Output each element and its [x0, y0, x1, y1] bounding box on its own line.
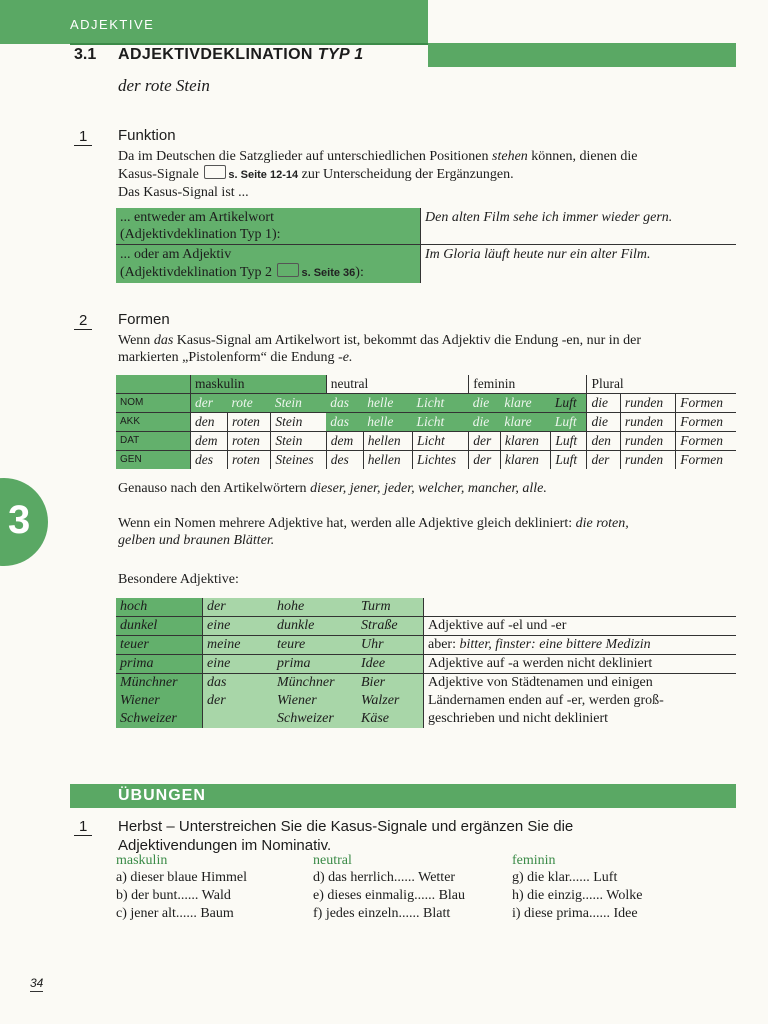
- table-cell: Idee: [357, 655, 424, 674]
- table-cell: Adjektive auf -a werden nicht dekliniert: [424, 655, 737, 674]
- table-cell: hellen: [363, 432, 412, 451]
- multi-adjective-note: Wenn ein Nomen mehrere Adjektive hat, werden alle Adjektive gleich dekliniert: die roten, gelben und braunen Blätter.: [118, 516, 629, 548]
- table-cell: Adjektive auf -el und -er: [424, 617, 737, 636]
- page-number: 34: [30, 976, 44, 990]
- exercise-item[interactable]: b) der bunt...... Wald: [116, 888, 231, 903]
- table-cell: dem: [191, 432, 228, 451]
- table-cell: roten: [227, 432, 270, 451]
- table-cell: Adjektive von Städtenamen und einigen: [424, 674, 737, 693]
- table-cell: dunkle: [273, 617, 357, 636]
- case-label: NOM: [116, 394, 191, 413]
- table-cell: Den alten Film sehe ich immer wieder gern.: [421, 208, 737, 245]
- section-subtitle: der rote Stein: [118, 76, 210, 95]
- table-cell: hoch: [116, 598, 203, 617]
- table-cell: der: [191, 394, 228, 413]
- column-header: feminin: [469, 375, 587, 394]
- table-cell: Wiener: [116, 692, 203, 710]
- column-header: neutral: [313, 853, 352, 868]
- table-cell: meine: [203, 636, 274, 655]
- table-cell: den: [191, 413, 228, 432]
- table-cell: klare: [500, 394, 550, 413]
- table-cell: die: [587, 394, 620, 413]
- table-cell: ... oder am Adjektiv (Adjektivdeklination Typ 2 s. Seite 36):: [116, 245, 421, 284]
- table-cell: Uhr: [357, 636, 424, 655]
- table-cell: Walzer: [357, 692, 424, 710]
- table-cell: Licht: [412, 394, 468, 413]
- table-cell: der: [203, 692, 274, 710]
- section-title: ADJEKTIVDEKLINATION TYP 1: [118, 46, 364, 63]
- formen-number: 2: [74, 312, 92, 329]
- table-cell: den: [587, 432, 620, 451]
- table-cell: runden: [620, 413, 675, 432]
- table-cell: rote: [227, 394, 270, 413]
- funktion-heading: Funktion: [118, 127, 176, 144]
- table-header-row: [116, 375, 736, 394]
- table-cell: runden: [620, 394, 675, 413]
- table-cell: helle: [363, 394, 412, 413]
- funktion-text: Da im Deutschen die Satzglieder auf unterschiedlichen Positionen stehen können, dienen die Kasus-Signale s. Seite 12-14 zur Unterscheidung der Ergänzungen. Das Kasus-Signal ist ...: [118, 149, 638, 200]
- table-cell: roten: [227, 413, 270, 432]
- formen-text: Wenn das Kasus-Signal am Artikelwort ist, bekommt das Adjektiv die Endung -en, nur in der markierten „Pistolenform“ die Endung -e.: [118, 333, 642, 365]
- table-row: [116, 413, 736, 432]
- exercise-number: 1: [74, 818, 92, 835]
- table-cell: Im Gloria läuft heute nur ein alter Film.: [421, 245, 737, 284]
- table-cell: teure: [273, 636, 357, 655]
- section-number: 3.1: [74, 46, 97, 63]
- column-header: Plural: [587, 375, 736, 394]
- table-cell: Stein: [271, 394, 326, 413]
- table-row: [116, 674, 736, 693]
- table-cell: klare: [500, 413, 550, 432]
- table-cell: klaren: [500, 432, 550, 451]
- table-cell: klaren: [500, 451, 550, 470]
- table-cell: hellen: [363, 451, 412, 470]
- chapter-side-number: 3: [8, 498, 31, 542]
- table-cell: Münchner: [273, 674, 357, 693]
- table-cell: dem: [326, 432, 363, 451]
- exercise-column-maskulin: [116, 853, 306, 923]
- table-cell: Formen: [676, 432, 736, 451]
- table-cell: Bier: [357, 674, 424, 693]
- table-cell: des: [326, 451, 363, 470]
- column-header: feminin: [512, 853, 556, 868]
- table-row: [116, 208, 736, 245]
- table-cell: Stein: [271, 432, 326, 451]
- table-cell: dunkel: [116, 617, 203, 636]
- case-label: DAT: [116, 432, 191, 451]
- table-cell: die: [469, 394, 501, 413]
- declension-table: [116, 375, 736, 469]
- table-cell: roten: [227, 451, 270, 470]
- table-cell: die: [587, 413, 620, 432]
- exercise-column-neutral: [313, 853, 508, 923]
- table-cell: Steines: [271, 451, 326, 470]
- table-cell: Licht: [412, 432, 468, 451]
- table-row: [116, 432, 736, 451]
- table-cell: der: [469, 432, 501, 451]
- table-cell: aber: bitter, finster: eine bittere Medizin: [424, 636, 737, 655]
- exercises-label: ÜBUNGEN: [118, 787, 206, 804]
- table-cell: Formen: [676, 394, 736, 413]
- table-cell: prima: [273, 655, 357, 674]
- table-cell: Lichtes: [412, 451, 468, 470]
- table-cell: Schweizer: [116, 710, 203, 728]
- column-header: maskulin: [116, 853, 168, 868]
- book-icon: [277, 263, 299, 277]
- table-cell: Straße: [357, 617, 424, 636]
- table-cell: Formen: [676, 451, 736, 470]
- case-label: AKK: [116, 413, 191, 432]
- table-cell: Luft: [551, 413, 587, 432]
- table-cell: runden: [620, 451, 675, 470]
- book-icon: [204, 165, 226, 179]
- exercise-item[interactable]: i) diese prima...... Idee: [512, 906, 638, 921]
- table-row: [116, 710, 736, 728]
- table-row: [116, 617, 736, 636]
- table-cell: [116, 375, 191, 394]
- table-cell: Formen: [676, 413, 736, 432]
- special-adjectives-table: [116, 598, 736, 728]
- table-cell: Wiener: [273, 692, 357, 710]
- table-cell: eine: [203, 617, 274, 636]
- table-cell: teuer: [116, 636, 203, 655]
- table-cell: runden: [620, 432, 675, 451]
- table-cell: der: [587, 451, 620, 470]
- table-cell: der: [469, 451, 501, 470]
- exercise-task: Herbst – Unterstreichen Sie die Kasus-Signale und ergänzen Sie die Adjektivendungen im Nominativ.: [118, 818, 574, 854]
- besondere-heading: Besondere Adjektive:: [118, 572, 239, 587]
- table-cell: [424, 598, 737, 617]
- table-row: [116, 245, 736, 284]
- table-cell: eine: [203, 655, 274, 674]
- table-cell: das: [326, 394, 363, 413]
- table-cell: Käse: [357, 710, 424, 728]
- table-cell: der: [203, 598, 274, 617]
- table-cell: ... entweder am Artikelwort (Adjektivdeklination Typ 1):: [116, 208, 421, 245]
- table-row: [116, 655, 736, 674]
- table-cell: Licht: [412, 413, 468, 432]
- exercise-item[interactable]: e) dieses einmalig...... Blau: [313, 888, 466, 903]
- after-table-note: Genauso nach den Artikelwörtern dieser, jener, jeder, welcher, mancher, alle.: [118, 481, 547, 496]
- table-cell: [203, 710, 274, 728]
- funktion-number: 1: [74, 128, 92, 145]
- formen-heading: Formen: [118, 311, 170, 328]
- table-cell: Luft: [551, 451, 587, 470]
- table-cell: Ländernamen enden auf -er, werden groß-: [424, 692, 737, 710]
- funktion-table: [116, 208, 736, 283]
- column-header: maskulin: [191, 375, 327, 394]
- exercise-item[interactable]: c) jener alt...... Baum: [116, 906, 234, 921]
- exercise-item[interactable]: a) dieser blaue Himmel: [116, 870, 248, 885]
- table-cell: helle: [363, 413, 412, 432]
- table-row: [116, 451, 736, 470]
- table-cell: Luft: [551, 394, 587, 413]
- table-row: [116, 394, 736, 413]
- chapter-label: ADJEKTIVE: [70, 17, 155, 32]
- case-label: GEN: [116, 451, 191, 470]
- table-cell: hohe: [273, 598, 357, 617]
- table-cell: geschrieben und nicht dekliniert: [424, 710, 737, 728]
- table-cell: Stein: [271, 413, 326, 432]
- chapter-banner: [0, 0, 428, 44]
- table-row: [116, 636, 736, 655]
- table-cell: die: [469, 413, 501, 432]
- table-row: [116, 692, 736, 710]
- exercise-column-feminin: [512, 853, 712, 923]
- table-cell: das: [203, 674, 274, 693]
- table-cell: Luft: [551, 432, 587, 451]
- table-cell: Schweizer: [273, 710, 357, 728]
- column-header: neutral: [326, 375, 469, 394]
- exercise-item[interactable]: d) das herrlich...... Wetter: [313, 870, 456, 885]
- exercise-item[interactable]: h) die einzig...... Wolke: [512, 888, 643, 903]
- exercise-item[interactable]: f) jedes einzeln...... Blatt: [313, 906, 451, 921]
- exercise-item[interactable]: g) die klar...... Luft: [512, 870, 618, 885]
- table-cell: Münchner: [116, 674, 203, 693]
- table-cell: prima: [116, 655, 203, 674]
- table-row: [116, 598, 736, 617]
- table-cell: das: [326, 413, 363, 432]
- table-cell: des: [191, 451, 228, 470]
- table-cell: Turm: [357, 598, 424, 617]
